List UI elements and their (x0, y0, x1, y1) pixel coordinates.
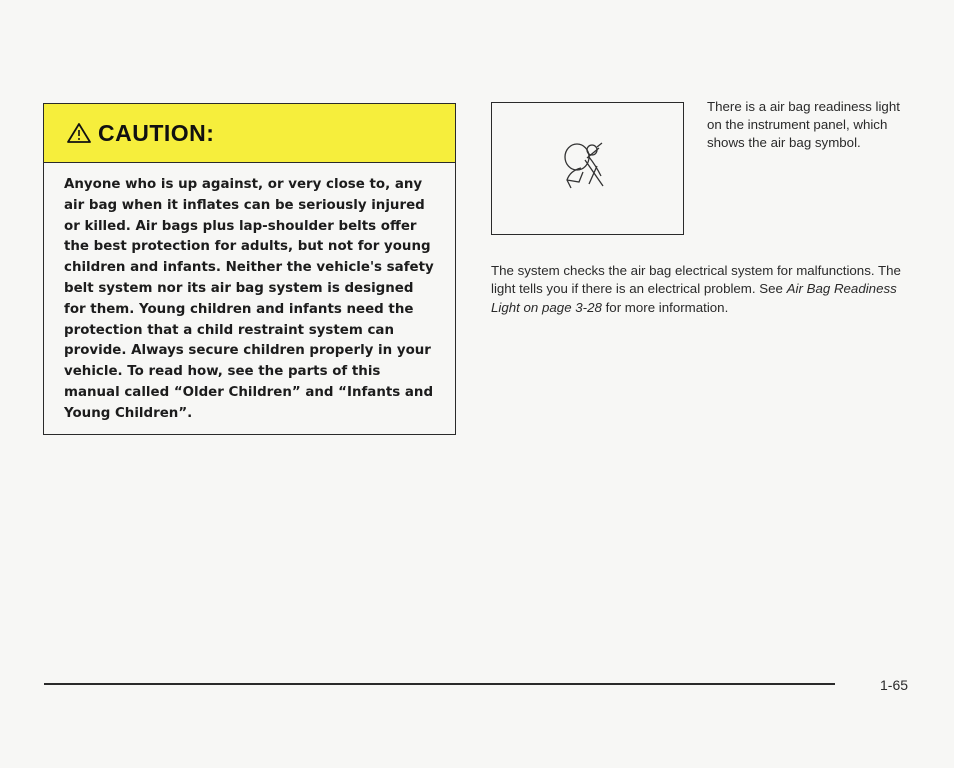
footer-rule (44, 683, 835, 685)
page-number: 1-65 (880, 677, 909, 693)
system-text-intro: The system checks the air bag electrical system for malfunctions. The light tells you if there is an electrical problem. See (491, 263, 901, 297)
caution-title: CAUTION: (98, 119, 215, 146)
readiness-light-text: There is a air bag readiness light on the instrument panel, which shows the air bag symbol. (707, 99, 900, 150)
caution-header (44, 104, 455, 163)
warning-triangle-icon (66, 122, 92, 144)
system-check-text (491, 262, 911, 317)
caution-box (43, 103, 456, 435)
readiness-light-reference: Air Bag Readiness Light on page 3-28 (491, 281, 897, 315)
caution-body: Anyone who is up against, or very close to, any air bag when it inflates can be seriously injured or killed. Air bags plus lap-shoulder belts offer the best protection for adults, but not for young children and infants. Neither the vehicle's safety belt system nor its air bag system is designed for them. Young children and infants need the protection that a child restraint system can provide. Always secure children properly in your vehicle. To read how, see the parts of this manual called “Older Children” and “Infants and Young Children”. (64, 177, 434, 421)
figure-box (491, 102, 684, 235)
system-text-outro: for more information. (601, 299, 729, 315)
airbag-readiness-icon (559, 138, 615, 198)
